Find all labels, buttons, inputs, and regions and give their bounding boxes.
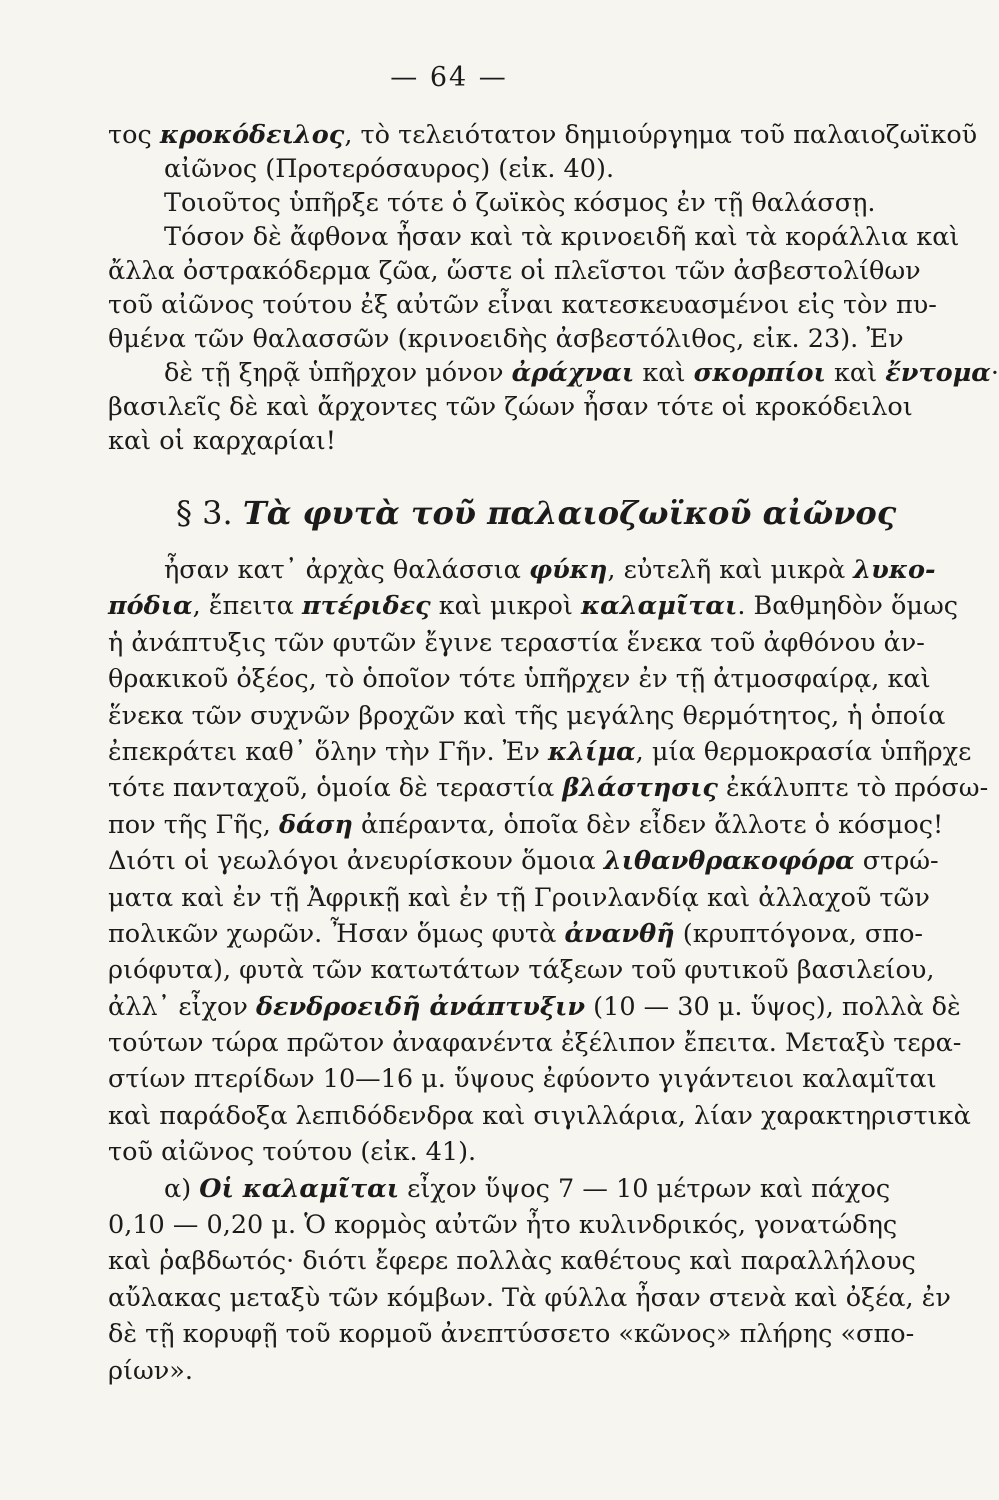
text-line: δὲ τῇ κορυφῇ τοῦ κορμοῦ ἀνεπτύσσετο «κῶνος» πλήρης «σπο- bbox=[108, 1319, 915, 1350]
text-line: καὶ ῥαβδωτός· διότι ἔφερε πολλὰς καθέτους καὶ παραλλήλους bbox=[108, 1246, 916, 1277]
emphasized-term: ἀνανθῆ bbox=[564, 918, 675, 949]
emphasized-term: δάση bbox=[278, 809, 353, 840]
text-line: 0,10 — 0,20 μ. Ὁ κορμὸς αὐτῶν ἦτο κυλινδρικός, γονατώδης bbox=[108, 1210, 898, 1241]
text-line: ἕνεκα τῶν συχνῶν βροχῶν καὶ τῆς μεγάλης θερμότητος, ἡ ὁποία bbox=[108, 700, 946, 731]
text-line: ἦσαν κατ᾽ ἀρχὰς θαλάσσια φύκη, εὐτελῆ καὶ μικρὰ λυκο- bbox=[164, 555, 936, 585]
paragraph-marine-fauna bbox=[108, 118, 999, 458]
emphasized-term: πτέριδες bbox=[301, 591, 431, 622]
emphasized-term: σκορπίοι bbox=[693, 358, 826, 388]
text-line: βασιλεῖς δὲ καὶ ἄρχοντες τῶν ζώων ἦσαν τότε οἱ κροκόδειλοι bbox=[108, 392, 913, 422]
emphasized-term: λιθανθρακοφόρα bbox=[603, 846, 855, 877]
text-line: α) Οἱ καλαμῖται εἶχον ὕψος 7 — 10 μέτρων καὶ πάχος bbox=[164, 1173, 891, 1204]
emphasized-term: πόδια bbox=[108, 591, 193, 622]
text-line: Διότι οἱ γεωλόγοι ἀνευρίσκουν ὅμοια λιθανθρακοφόρα στρώ- bbox=[108, 846, 939, 877]
text-line: ρίων». bbox=[108, 1355, 193, 1386]
text-line: θρακικοῦ ὀξέος, τὸ ὁποῖον τότε ὑπῆρχεν ἐν τῇ ἀτμοσφαίρᾳ, καὶ bbox=[108, 664, 931, 695]
text-line: ἀλλ᾽ εἶχον δενδροειδῆ ἀνάπτυξιν (10 — 30 μ. ὕψος), πολλὰ δὲ bbox=[108, 991, 961, 1022]
text-line: τότε πανταχοῦ, ὁμοία δὲ τεραστία βλάστησις ἐκάλυπτε τὸ πρόσω- bbox=[108, 773, 989, 804]
text-line: πον τῆς Γῆς, δάση ἀπέραντα, ὁποῖα δὲν εἶδεν ἄλλοτε ὁ κόσμος! bbox=[108, 809, 944, 840]
text-line: πολικῶν χωρῶν. Ἦσαν ὅμως φυτὰ ἀνανθῆ (κρυπτόγονα, σπο- bbox=[108, 918, 924, 949]
section-heading bbox=[176, 494, 897, 532]
text-line: Τοιοῦτος ὑπῆρξε τότε ὁ ζωϊκὸς κόσμος ἐν τῇ θαλάσσῃ. bbox=[164, 188, 876, 218]
text-line: τοῦ αἰῶνος τούτου ἐξ αὐτῶν εἶναι κατεσκευασμένοι εἰς τὸν πυ- bbox=[108, 290, 937, 320]
paragraph-paleozoic-plants bbox=[108, 552, 989, 1389]
page-number: — 64 — bbox=[390, 62, 508, 93]
emphasized-term: ἀράχναι bbox=[511, 358, 635, 388]
text-line: στίων πτερίδων 10—16 μ. ὕψους ἐφύοντο γιγάντειοι καλαμῖται bbox=[108, 1064, 937, 1095]
text-line: καὶ οἱ καρχαρίαι! bbox=[108, 426, 336, 456]
text-line: αἰῶνος (Προτερόσαυρος) (εἰκ. 40). bbox=[164, 154, 615, 184]
section-title: Τὰ φυτὰ τοῦ παλαιοζωϊκοῦ αἰῶνος bbox=[242, 494, 897, 532]
text-line: καὶ παράδοξα λεπιδόδενδρα καὶ σιγιλλάρια, λίαν χαρακτηριστικὰ bbox=[108, 1100, 971, 1131]
text-line: ματα καὶ ἐν τῇ Ἀφρικῇ καὶ ἐν τῇ Γροινλανδίᾳ καὶ ἀλλαχοῦ τῶν bbox=[108, 882, 930, 913]
section-number: § 3. bbox=[176, 494, 233, 532]
text-line: τούτων τώρα πρῶτον ἀναφανέντα ἐξέλιπον ἔπειτα. Μεταξὺ τερα- bbox=[108, 1028, 962, 1059]
text-line: ἡ ἀνάπτυξις τῶν φυτῶν ἔγινε τεραστία ἕνεκα τοῦ ἀφθόνου ἀν- bbox=[108, 627, 925, 658]
text-line: ριόφυτα), φυτὰ τῶν κατωτάτων τάξεων τοῦ φυτικοῦ βασιλείου, bbox=[108, 955, 935, 986]
text-line: αὔλακας μεταξὺ τῶν κόμβων. Τὰ φύλλα ἦσαν στενὰ καὶ ὀξέα, ἐν bbox=[108, 1282, 951, 1313]
text-line: δὲ τῇ ξηρᾷ ὑπῆρχον μόνον ἀράχναι καὶ σκορπίοι καὶ ἔντομα· bbox=[164, 358, 999, 388]
emphasized-term: βλάστησις bbox=[562, 773, 718, 804]
emphasized-term: Οἱ καλαμῖται bbox=[199, 1173, 400, 1204]
text-line: τος κροκόδειλος, τὸ τελειότατον δημιούργημα τοῦ παλαιοζωϊκοῦ bbox=[108, 120, 978, 150]
text-line: θμένα τῶν θαλασσῶν (κρινοειδὴς ἀσβεστόλιθος, εἰκ. 23). Ἐν bbox=[108, 324, 904, 354]
text-line: τοῦ αἰῶνος τούτου (εἰκ. 41). bbox=[108, 1137, 477, 1168]
emphasized-term: κροκόδειλος bbox=[159, 120, 345, 150]
emphasized-term: καλαμῖται bbox=[580, 591, 738, 622]
emphasized-term: κλίμα bbox=[548, 736, 636, 767]
emphasized-term: δενδροειδῆ ἀνάπτυξιν bbox=[256, 991, 586, 1022]
emphasized-term: φύκη bbox=[529, 555, 608, 585]
text-line: Τόσον δὲ ἄφθονα ἦσαν καὶ τὰ κρινοειδῆ καὶ τὰ κοράλλια καὶ bbox=[164, 222, 960, 252]
text-line: ἄλλα ὀστρακόδερμα ζῶα, ὥστε οἱ πλεῖστοι τῶν ἀσβεστολίθων bbox=[108, 256, 921, 286]
emphasized-term: λυκο- bbox=[853, 555, 936, 585]
text-line: πόδια, ἔπειτα πτέριδες καὶ μικροὶ καλαμῖται. Βαθμηδὸν ὅμως bbox=[108, 591, 959, 622]
text-line: ἐπεκράτει καθ᾽ ὅλην τὴν Γῆν. Ἐν κλίμα, μία θερμοκρασία ὑπῆρχε bbox=[108, 736, 972, 767]
emphasized-term: ἔντομα bbox=[885, 358, 991, 388]
